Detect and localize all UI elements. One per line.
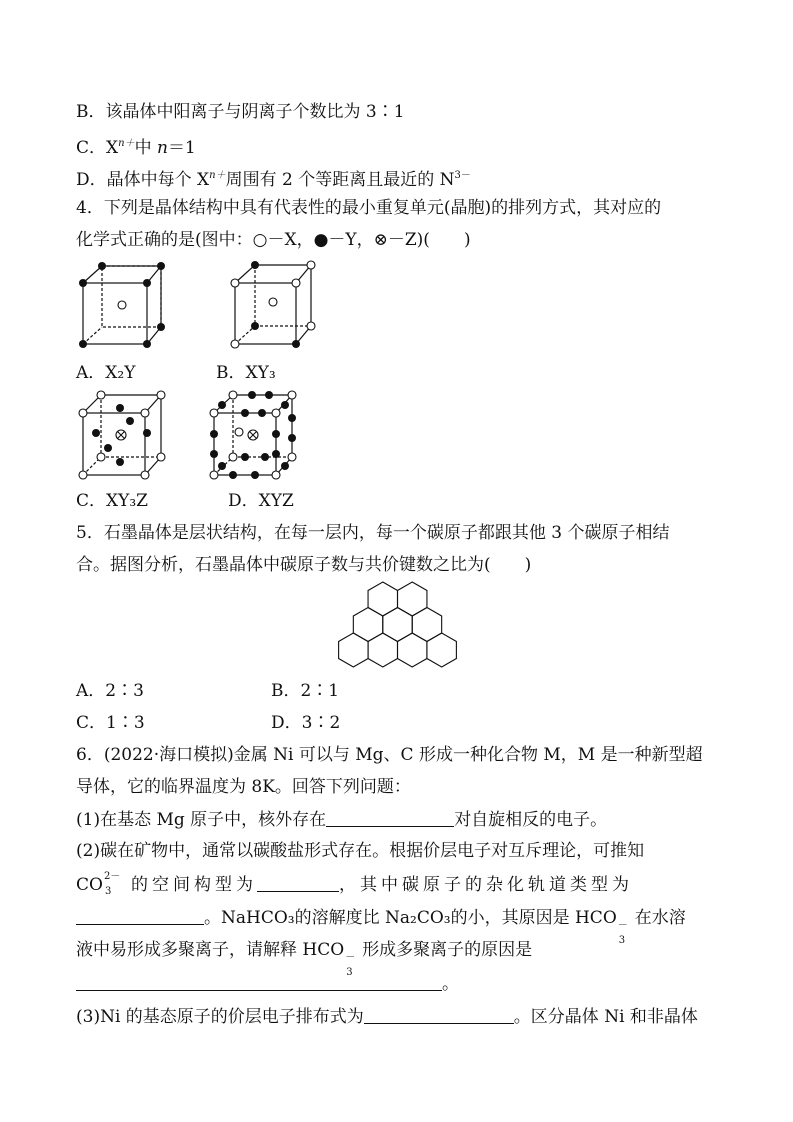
q6-stem-text1: 6．(2022·海口模拟)金属 Ni 可以与 Mg、C 形成一种化合物 M，M 是一种新型超 bbox=[76, 745, 703, 765]
hco3-subscript-2: 3 bbox=[346, 967, 353, 978]
hexagon-ring bbox=[412, 608, 441, 642]
q6-part2-text4a: 液中易形成多聚离子，请解释 HCO bbox=[76, 940, 345, 960]
crystal-cell-c bbox=[74, 390, 166, 482]
co3-base: CO bbox=[76, 875, 103, 895]
option-d-q3 bbox=[76, 165, 471, 191]
option-d-text-a: D．晶体中每个 X bbox=[76, 170, 210, 190]
option-b-q3 bbox=[76, 101, 405, 123]
q6-part2-line3 bbox=[76, 906, 686, 946]
answer-blank-1[interactable] bbox=[326, 808, 454, 827]
option-c-variable: n bbox=[156, 138, 168, 158]
q6-part2-line1 bbox=[76, 840, 644, 862]
q5-option-a: A．2∶3 bbox=[76, 681, 144, 701]
q4-stem-text1: 4．下列是晶体结构中具有代表性的最小重复单元(晶胞)的排列方式，其对应的 bbox=[76, 198, 662, 218]
hexagon-ring bbox=[353, 608, 382, 642]
option-b-text: B．该晶体中阳离子与阴离子个数比为 3∶1 bbox=[76, 102, 405, 122]
hexagon-ring bbox=[383, 608, 412, 642]
hexagon-ring bbox=[427, 633, 456, 667]
q6-part1 bbox=[76, 808, 607, 831]
answer-blank-2[interactable] bbox=[257, 873, 339, 892]
option-d-superscript: n＋ bbox=[209, 170, 226, 181]
hexagon-ring bbox=[368, 633, 397, 667]
q4-option-d: D．XYZ bbox=[228, 491, 294, 511]
option-c-text-d: ＝1 bbox=[167, 138, 196, 158]
q6-part2-text2c: ，其中碳原子的杂化轨道类型为 bbox=[338, 875, 633, 895]
answer-blank-5[interactable] bbox=[364, 1005, 514, 1024]
q6-part2-text3a: 。NaHCO₃的溶解度比 Na₂CO₃的小，其原因是 HCO bbox=[204, 908, 617, 928]
hco3-subscript-1: 3 bbox=[618, 935, 626, 946]
q6-part2-line4 bbox=[76, 939, 533, 978]
hexagon-ring bbox=[339, 633, 368, 667]
q6-stem-line2 bbox=[76, 776, 411, 798]
q6-part2-line5 bbox=[76, 972, 459, 995]
co3-ion bbox=[76, 871, 121, 897]
hco3-charge-1: － bbox=[617, 920, 628, 931]
option-c-text-a: C．X bbox=[76, 138, 119, 158]
crystal-cell-a bbox=[74, 262, 166, 354]
q6-part2-text5: 。 bbox=[442, 974, 459, 994]
q4-option-b: B．XY₃ bbox=[216, 363, 276, 383]
co3-charge: 2－ bbox=[103, 871, 121, 882]
hco3-charge-2: － bbox=[345, 952, 356, 963]
q6-part3 bbox=[76, 1005, 698, 1028]
q6-part3-text-a: (3)Ni 的基态原子的价层电子排布式为 bbox=[76, 1007, 364, 1027]
q5-option-c: C．1∶3 bbox=[76, 713, 145, 733]
q5-option-d: D．3∶2 bbox=[271, 713, 341, 733]
option-c-q3 bbox=[76, 133, 196, 159]
co3-subscript: 3 bbox=[104, 886, 112, 897]
q6-part2-text2b: 的空间构型为 bbox=[130, 875, 257, 895]
q5-stem-text2: 合。据图分析，石墨晶体中碳原子数与共价键数之比为( ) bbox=[76, 555, 532, 575]
q6-part2-text1: (2)碳在矿物中，通常以碳酸盐形式存在。根据价层电子对互斥理论，可推知 bbox=[76, 841, 645, 861]
option-c-text-b: 中 bbox=[134, 138, 157, 158]
q6-part2-text4b: 形成多聚离子的原因是 bbox=[362, 940, 533, 960]
q4-stem-line1 bbox=[76, 197, 661, 219]
q5-option-b: B．2∶1 bbox=[271, 681, 340, 701]
option-d-text-b: 周围有 2 个等距离且最近的 N bbox=[225, 170, 455, 190]
q5-stem-line1 bbox=[76, 522, 669, 544]
hexagon-ring bbox=[368, 582, 397, 616]
q4-stem-text2: 化学式正确的是(图中：○－X，●－Y，⊗－Z)( ) bbox=[76, 230, 471, 250]
q6-stem-text2: 导体，它的临界温度为 8K。回答下列问题： bbox=[76, 777, 411, 797]
q4-option-a: A．X₂Y bbox=[76, 363, 136, 383]
hexagon-ring bbox=[398, 633, 427, 667]
option-c-superscript: n＋ bbox=[118, 138, 135, 149]
option-d-superscript-2: 3－ bbox=[454, 170, 471, 181]
hexagon-ring bbox=[398, 582, 427, 616]
answer-blank-4[interactable] bbox=[76, 972, 442, 991]
q6-stem-line1 bbox=[76, 744, 703, 766]
crystal-cell-b bbox=[229, 260, 321, 352]
graphite-hexagon-diagram bbox=[330, 580, 465, 672]
q4-option-c: C．XY₃Z bbox=[76, 491, 148, 511]
q6-part3-text-b: 。区分晶体 Ni 和非晶体 bbox=[513, 1007, 698, 1027]
q6-part1-text-b: 对自旋相反的电子。 bbox=[454, 810, 608, 830]
answer-blank-3[interactable] bbox=[76, 906, 204, 925]
q5-stem-line2 bbox=[76, 554, 531, 576]
q6-part1-text-a: (1)在基态 Mg 原子中，核外存在 bbox=[76, 810, 327, 830]
q4-stem-line2 bbox=[76, 229, 471, 251]
q5-stem-text1: 5．石墨晶体是层状结构，在每一层内，每一个碳原子都跟其他 3 个碳原子相结 bbox=[76, 523, 670, 543]
crystal-cell-d bbox=[207, 390, 299, 482]
q6-part2-line2 bbox=[76, 873, 633, 896]
q6-part2-text3b: 在水溶 bbox=[634, 908, 686, 928]
